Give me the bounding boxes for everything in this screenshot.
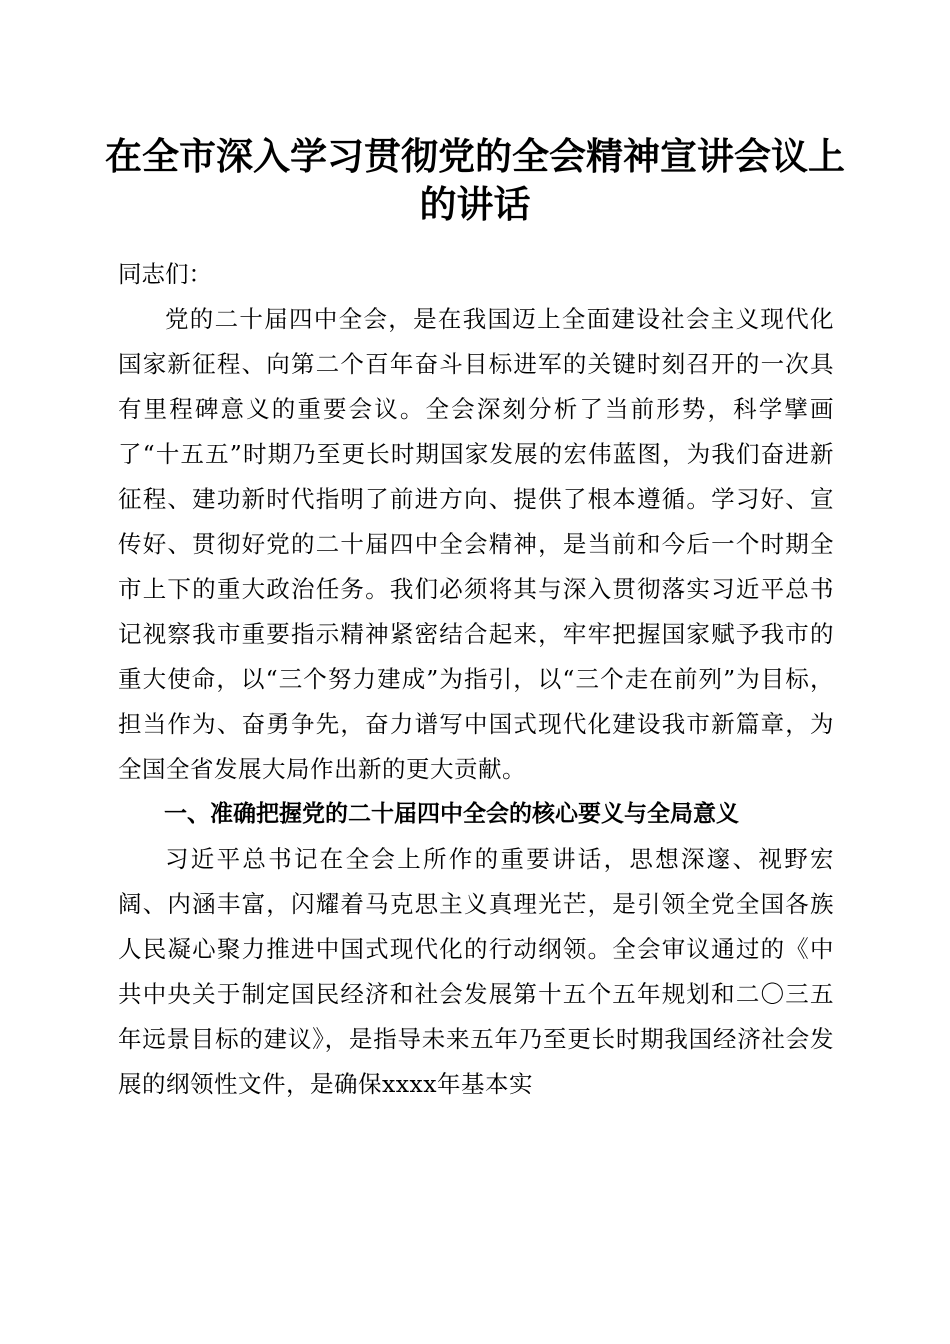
- page-title: 在全市深入学习贯彻党的全会精神宣讲会议上的讲话: [105, 134, 845, 226]
- salutation: 同志们：: [118, 260, 212, 288]
- document-body: [118, 252, 834, 1107]
- paragraph: 党的二十届四中全会，是在我国迈上全面建设社会主义现代化国家新征程、向第二个百年奋斗目标进军的关键时刻召开的一次具有里程碑意义的重要会议。全会深刻分析了当前形势，科学擘画了“十五五”时期乃至更长时期国家发展的宏伟蓝图，为我们奋进新征程、建功新时代指明了前进方向、提供了根本遵循。学习好、宣传好、贯彻好党的二十届四中全会精神，是当前和今后一个时期全市上下的重大政治任务。我们必须将其与深入贯彻落实习近平总书记视察我市重要指示精神紧密结合起来，牢牢把握国家赋予我市的重大使命，以“三个努力建成”为指引，以“三个走在前列”为目标，担当作为、奋勇争先，奋力谱写中国式现代化建设我市新篇章，为全国全省发展大局作出新的更大贡献。: [118, 305, 834, 783]
- paragraph: 习近平总书记在全会上所作的重要讲话，思想深邃、视野宏阔、内涵丰富，闪耀着马克思主义真理光芒，是引领全党全国各族人民凝心聚力推进中国式现代化的行动纲领。全会审议通过的《中共中央关于制定国民经济和社会发展第十五个五年规划和二〇三五年远景目标的建议》，是指导未来五年乃至更长时期我国经济社会发展的纲领性文件，是确保xxxx年基本实: [118, 845, 834, 1098]
- section-heading: 一、准确把握党的二十届四中全会的核心要义与全局意义: [164, 801, 739, 827]
